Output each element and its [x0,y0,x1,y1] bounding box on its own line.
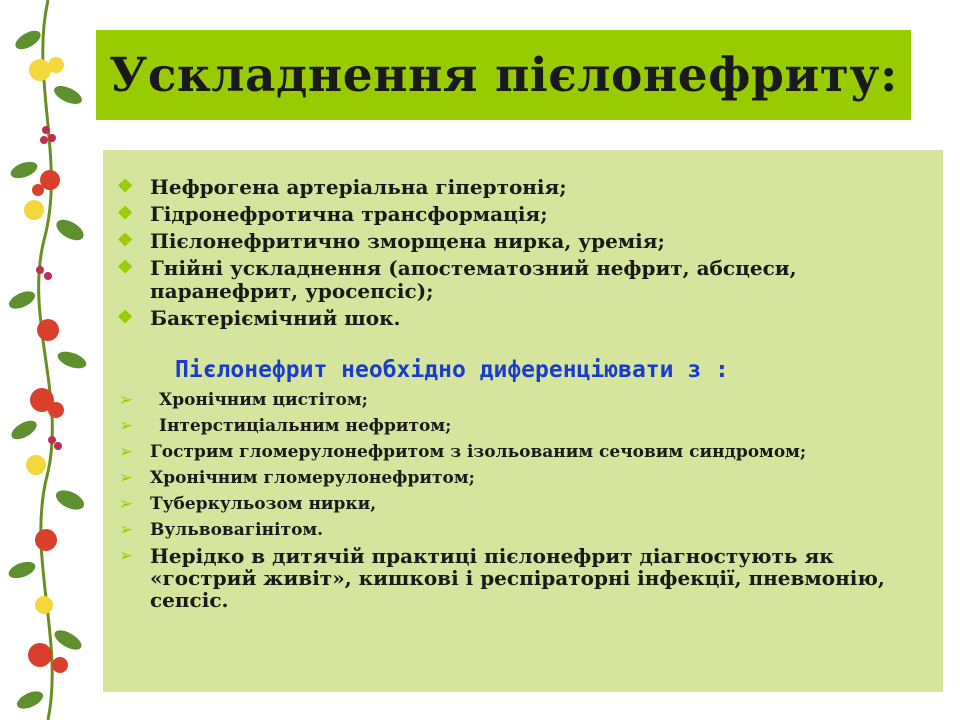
floral-garland-decoration [0,0,96,720]
list-item: ❖ Бактеріємічний шок. [117,306,401,330]
content-panel [103,150,943,692]
title-banner [96,30,911,120]
differential-list [117,389,923,611]
list-item: ➢ Хронічним цистітом; [119,390,368,410]
list-item: ➢ Інтерстиціальним нефритом; [119,416,452,436]
arrow-bullet-icon: ➢ [119,494,134,514]
arrow-bullet-icon: ➢ [119,442,134,462]
differential-heading: Пієлонефрит необхідно диференціювати з : [175,357,729,383]
diamond-bullet-icon: ❖ [117,203,134,224]
list-item: ❖ Пієлонефритично зморщена нирка, уремія; [117,229,665,253]
arrow-bullet-icon: ➢ [119,390,134,410]
list-item: ➢ Хронічним гломерулонефритом; [119,468,475,488]
arrow-bullet-icon: ➢ [119,416,134,436]
slide-title: Ускладнення пієлонефриту: [109,47,898,103]
diamond-bullet-icon: ❖ [117,257,134,278]
list-item: ❖ Гнійні ускладнення (апостематозний нефрит, абсцеси, паранефрит, уросепсіс); [117,256,797,303]
list-item: ➢ Вульвовагінітом. [119,520,324,540]
list-item: ➢ Туберкульозом нирки, [119,494,377,514]
arrow-bullet-icon: ➢ [119,520,134,540]
list-item: ❖ Нефрогена артеріальна гіпертонія; [117,175,567,199]
diamond-bullet-icon: ❖ [117,230,134,251]
diamond-bullet-icon: ❖ [117,176,134,197]
complications-list [117,176,923,330]
list-item: ➢ Гострим гломерулонефритом з ізольованим сечовим синдромом; [119,442,807,462]
arrow-bullet-icon: ➢ [119,468,134,488]
list-item: ➢ Нерідко в дитячій практиці пієлонефрит діагностують як «гострий живіт», кишкові і респіраторні інфекції, пневмонію, сепсіс. [119,544,885,612]
diamond-bullet-icon: ❖ [117,307,134,328]
arrow-bullet-icon: ➢ [119,546,134,566]
list-item: ❖ Гідронефротична трансформація; [117,202,548,226]
